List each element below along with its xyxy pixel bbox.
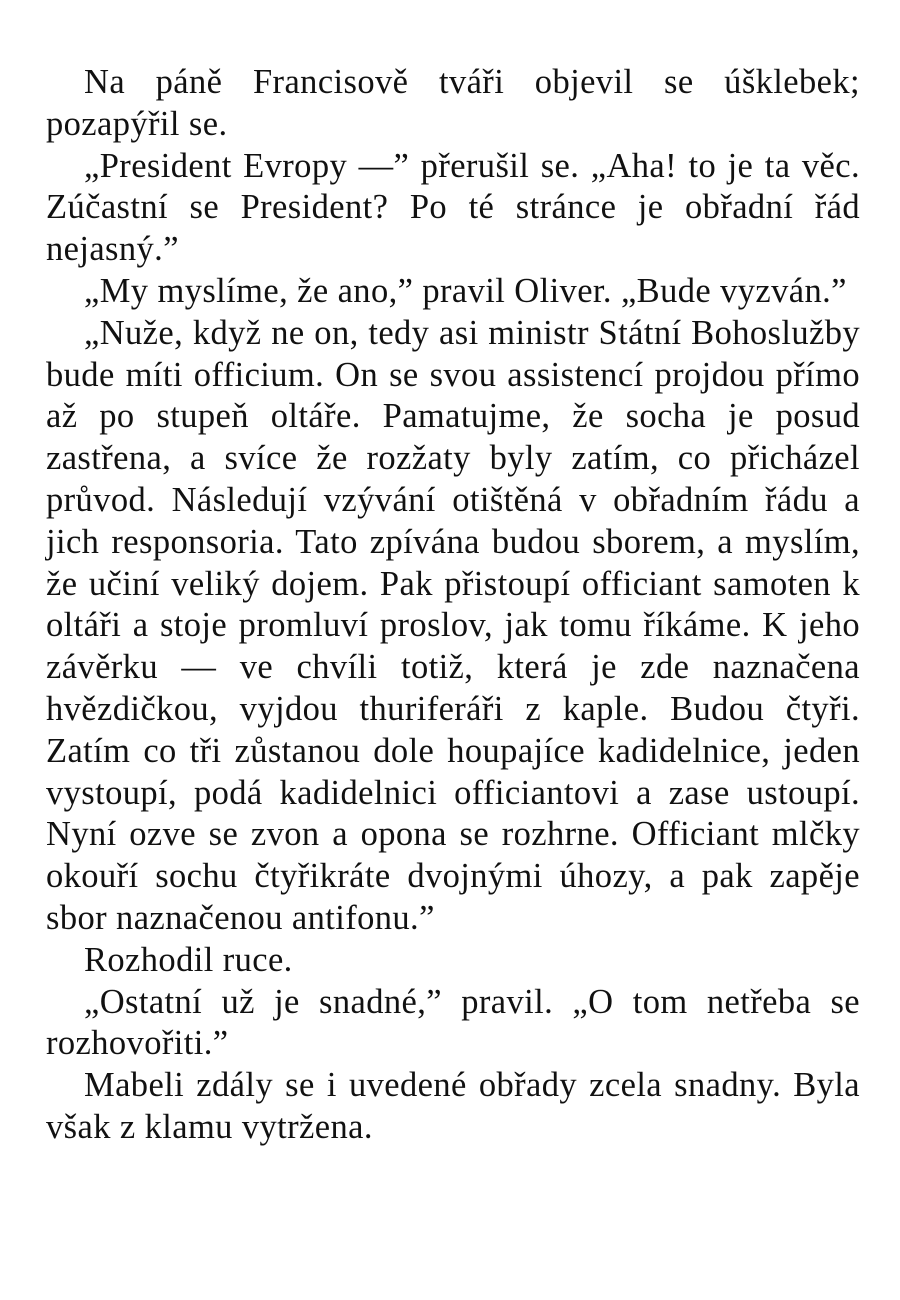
paragraph-4: „Nuže, když ne on, tedy asi ministr Státní Bohoslužby bude míti officium. On se svou assistencí projdou přímo až po stupeň oltáře. Pamatujme, že socha je posud zastřena, a svíce že rozžaty byly zatím, co přicházel průvod. Následují vzývání otištěná v obřadním řádu a jich responsoria. Tato zpívána budou sborem, a myslím, že učiní veliký dojem. Pak přistoupí officiant samoten k oltáři a stoje promluví proslov, jak tomu říkáme. K jeho závěrku — ve chvíli totiž, která je zde naznačena hvězdičkou, vyjdou thuriferáři z kaple. Budou čtyři. Zatím co tři zůstanou dole houpajíce kadidelnice, jeden vystoupí, podá kadidelnici officiantovi a zase ustoupí. Nyní ozve se zvon a opona se rozhrne. Officiant mlčky okouří sochu čtyřikráte dvojnými úhozy, a pak zapěje sbor naznačenou antifonu.” bbox=[46, 313, 860, 937]
paragraph-3: „My myslíme, že ano,” pravil Oliver. „Bude vyzván.” bbox=[84, 271, 847, 310]
paragraph-2: „President Evropy —” přerušil se. „Aha! to je ta věc. Zúčastní se President? Po té stránce je obřadní řád nejasný.” bbox=[46, 146, 860, 269]
document-page bbox=[46, 62, 860, 1149]
paragraph-1: Na páně Francisově tváři objevil se úšklebek; pozapýřil se. bbox=[46, 63, 860, 143]
paragraph-7: Mabeli zdály se i uvedené obřady zcela snadny. Byla však z klamu vytržena. bbox=[46, 1066, 860, 1146]
paragraph-5: Rozhodil ruce. bbox=[84, 940, 293, 979]
paragraph-6: „Ostatní už je snadné,” pravil. „O tom netřeba se rozhovořiti.” bbox=[46, 982, 860, 1063]
